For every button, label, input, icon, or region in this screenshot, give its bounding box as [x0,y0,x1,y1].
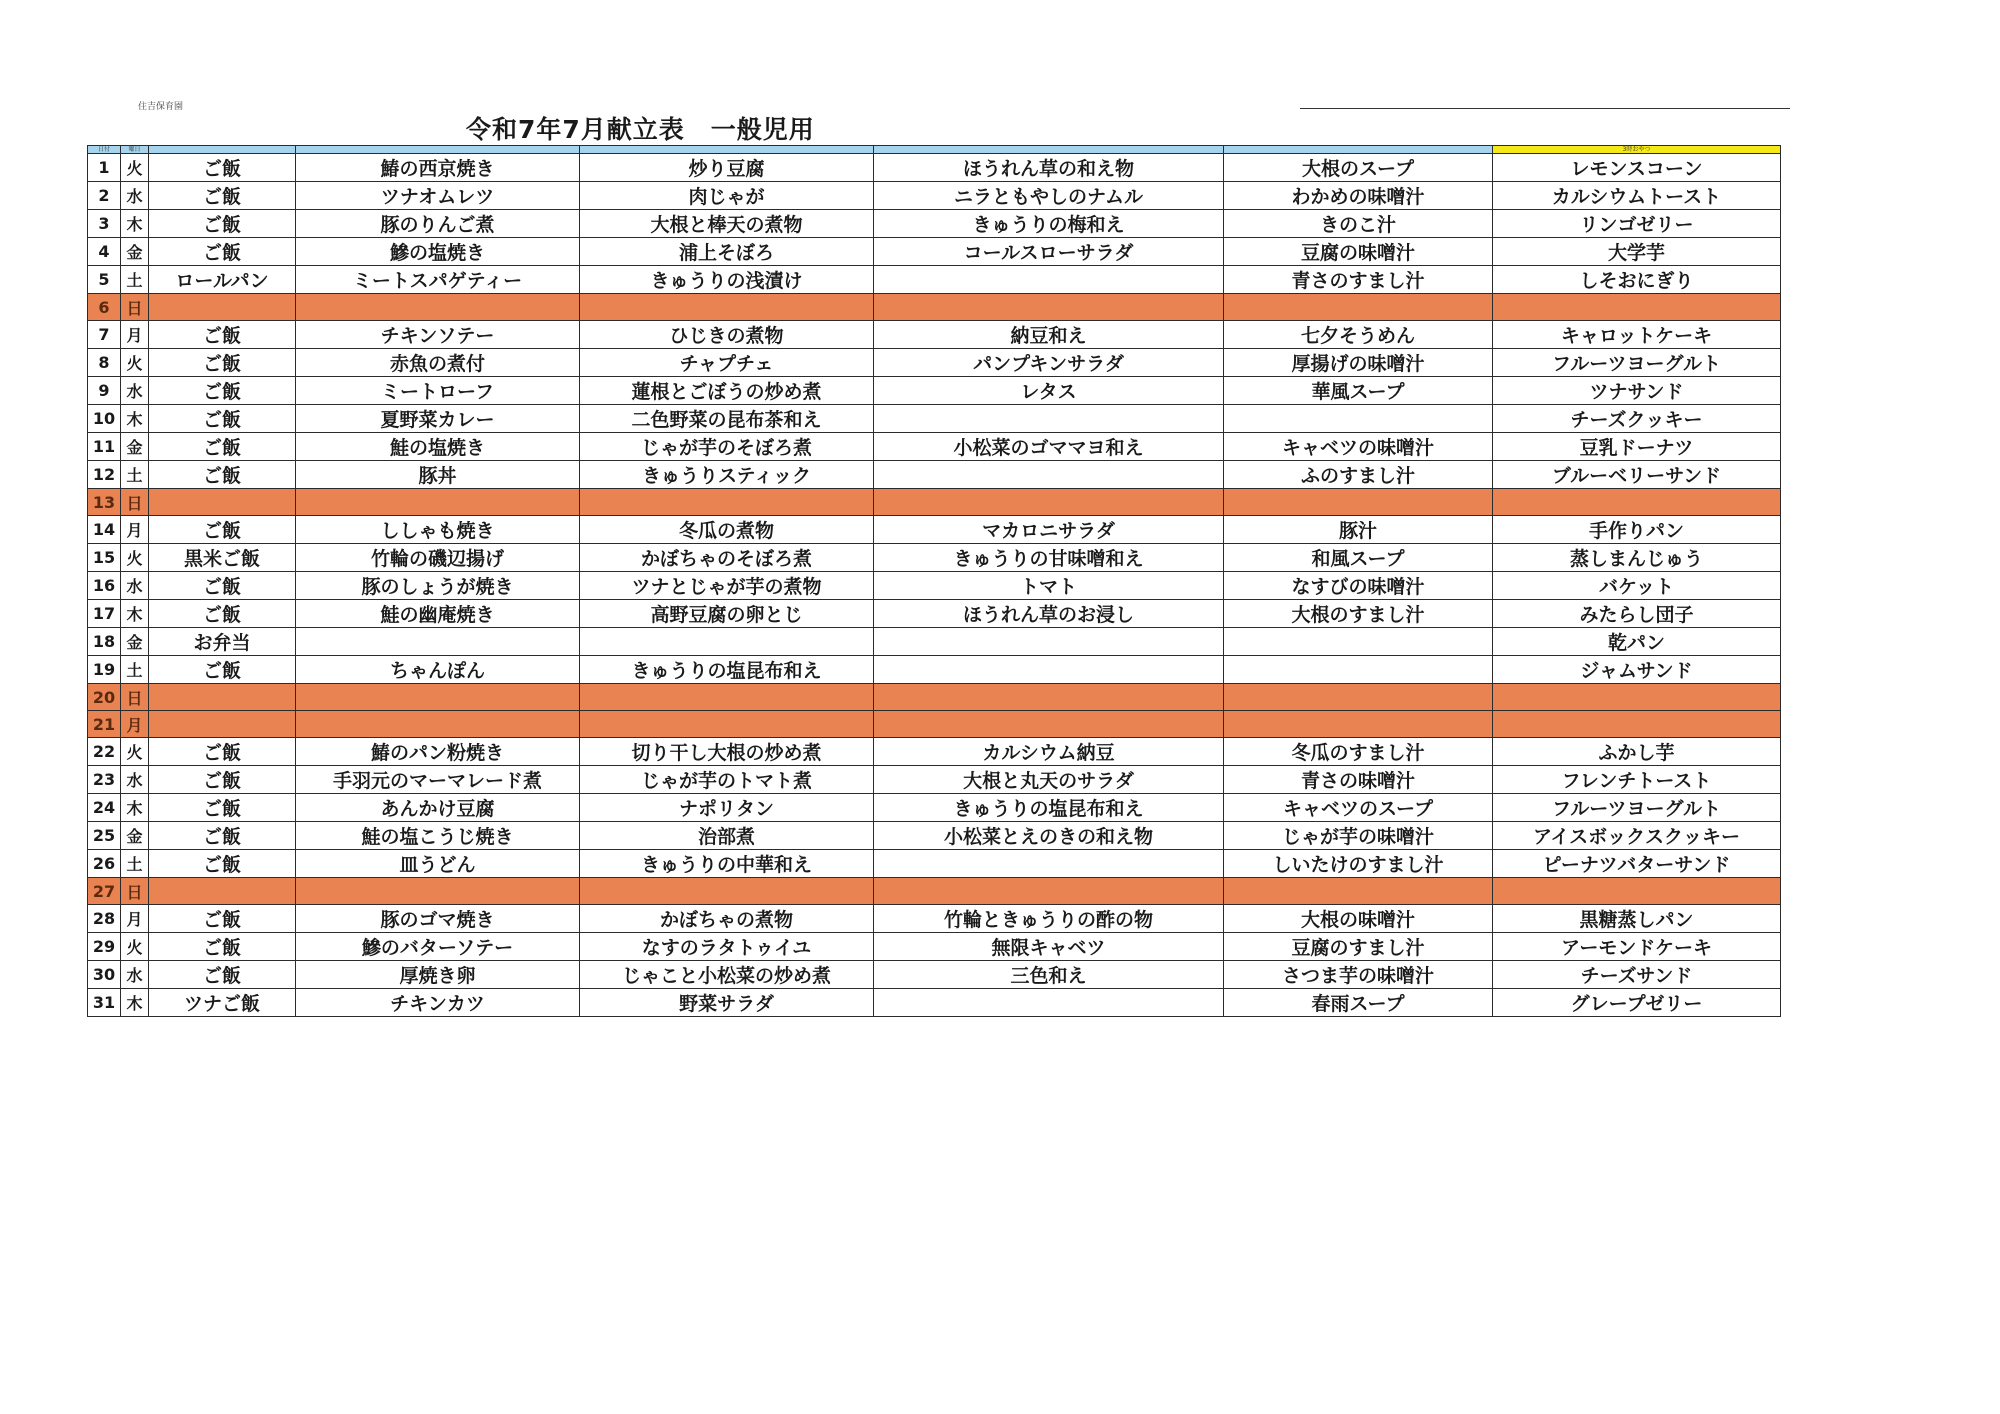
table-row [88,516,1781,544]
date-cell: 19 [88,656,121,684]
date-cell: 2 [88,182,121,210]
weekday-cell: 日 [121,489,149,516]
soup-cell [1224,405,1493,433]
soup-cell [1224,656,1493,684]
snack-cell [1493,711,1781,738]
table-row [88,766,1781,794]
side-dish-cell: 切り干し大根の炒め煮 [580,738,874,766]
salad-cell: 納豆和え [874,321,1224,349]
date-cell: 7 [88,321,121,349]
weekday-cell: 水 [121,572,149,600]
soup-cell [1224,628,1493,656]
table-row [88,656,1781,684]
table-row [88,238,1781,266]
main-dish-cell [296,711,580,738]
weekday-cell: 金 [121,433,149,461]
staple-cell: ご飯 [149,433,296,461]
soup-cell: 華風スープ [1224,377,1493,405]
weekday-cell: 土 [121,461,149,489]
date-cell: 22 [88,738,121,766]
staple-cell: ご飯 [149,961,296,989]
snack-cell: しそおにぎり [1493,266,1781,294]
date-cell: 11 [88,433,121,461]
side-dish-cell: チャプチェ [580,349,874,377]
date-cell: 21 [88,711,121,738]
table-row [88,266,1781,294]
weekday-cell: 水 [121,182,149,210]
date-cell: 18 [88,628,121,656]
weekday-cell: 日 [121,294,149,321]
salad-cell [874,850,1224,878]
side-dish-cell: 治部煮 [580,822,874,850]
snack-cell: チーズクッキー [1493,405,1781,433]
weekday-cell: 火 [121,933,149,961]
snack-cell: バケット [1493,572,1781,600]
soup-cell [1224,684,1493,711]
table-row [88,738,1781,766]
table-row [88,154,1781,182]
main-dish-cell: 鮭の塩焼き [296,433,580,461]
staple-cell: ご飯 [149,154,296,182]
side-dish-cell [580,489,874,516]
snack-cell: フルーツヨーグルト [1493,349,1781,377]
table-row [88,433,1781,461]
weekday-cell: 火 [121,544,149,572]
snack-cell: 乾パン [1493,628,1781,656]
staple-cell: ご飯 [149,600,296,628]
date-cell: 12 [88,461,121,489]
soup-cell: きのこ汁 [1224,210,1493,238]
weekday-cell: 金 [121,628,149,656]
salad-cell: ほうれん草のお浸し [874,600,1224,628]
staple-cell: ツナご飯 [149,989,296,1017]
table-row [88,210,1781,238]
soup-cell [1224,878,1493,905]
main-dish-cell [296,294,580,321]
snack-cell: キャロットケーキ [1493,321,1781,349]
date-cell: 16 [88,572,121,600]
snack-cell: チーズサンド [1493,961,1781,989]
table-row [88,489,1781,516]
signature-line [1300,108,1790,109]
date-cell: 14 [88,516,121,544]
date-cell: 5 [88,266,121,294]
weekday-cell: 木 [121,210,149,238]
org-name: 住吉保育園 [138,102,184,112]
date-cell: 28 [88,905,121,933]
staple-cell [149,878,296,905]
side-dish-cell: 大根と棒天の煮物 [580,210,874,238]
snack-cell: みたらし団子 [1493,600,1781,628]
salad-cell: コールスローサラダ [874,238,1224,266]
date-cell: 30 [88,961,121,989]
weekday-cell: 火 [121,738,149,766]
salad-cell: マカロニサラダ [874,516,1224,544]
side-dish-cell: ひじきの煮物 [580,321,874,349]
soup-cell [1224,489,1493,516]
date-cell: 20 [88,684,121,711]
table-row [88,600,1781,628]
weekday-cell: 水 [121,961,149,989]
date-cell: 17 [88,600,121,628]
date-cell: 9 [88,377,121,405]
soup-cell: 青さの味噌汁 [1224,766,1493,794]
table-row [88,822,1781,850]
snack-cell: 蒸しまんじゅう [1493,544,1781,572]
main-dish-cell: 夏野菜カレー [296,405,580,433]
main-dish-cell [296,684,580,711]
salad-cell: レタス [874,377,1224,405]
staple-cell: ご飯 [149,321,296,349]
weekday-cell: 金 [121,822,149,850]
salad-cell: 三色和え [874,961,1224,989]
snack-cell: リンゴゼリー [1493,210,1781,238]
snack-cell [1493,489,1781,516]
staple-header [149,146,296,154]
salad-cell: 小松菜とえのきの和え物 [874,822,1224,850]
salad-cell [874,989,1224,1017]
snack-cell: ツナサンド [1493,377,1781,405]
weekday-cell: 月 [121,905,149,933]
snack-cell: 手作りパン [1493,516,1781,544]
staple-cell: ロールパン [149,266,296,294]
table-row [88,294,1781,321]
soup-cell: キャベツのスープ [1224,794,1493,822]
soup-cell: 春雨スープ [1224,989,1493,1017]
salad-cell [874,294,1224,321]
snack-cell [1493,684,1781,711]
salad-cell: トマト [874,572,1224,600]
snack-cell: レモンスコーン [1493,154,1781,182]
side-dish-cell: 二色野菜の昆布茶和え [580,405,874,433]
main-dish-cell: 鮭の塩こうじ焼き [296,822,580,850]
soup-cell: 大根の味噌汁 [1224,905,1493,933]
side-dish-cell: 野菜サラダ [580,989,874,1017]
table-row [88,794,1781,822]
side-dish-cell: かぼちゃの煮物 [580,905,874,933]
snack-header: 3時おやつ [1493,146,1781,154]
main-header [296,146,580,154]
table-row [88,905,1781,933]
salad-cell: きゅうりの甘味噌和え [874,544,1224,572]
main-dish-cell: 手羽元のマーマレード煮 [296,766,580,794]
table-row [88,684,1781,711]
side-dish-cell: 肉じゃが [580,182,874,210]
staple-cell: ご飯 [149,377,296,405]
soup-header [1224,146,1493,154]
weekday-cell: 月 [121,711,149,738]
staple-cell: ご飯 [149,182,296,210]
staple-cell [149,489,296,516]
staple-cell: ご飯 [149,516,296,544]
side-dish-cell: きゅうりの中華和え [580,850,874,878]
main-dish-cell: 鰺のバターソテー [296,933,580,961]
date-cell: 8 [88,349,121,377]
date-cell: 10 [88,405,121,433]
staple-cell: お弁当 [149,628,296,656]
soup-cell: 大根のすまし汁 [1224,600,1493,628]
staple-cell: ご飯 [149,461,296,489]
side-dish-cell: きゅうりスティック [580,461,874,489]
table-row [88,850,1781,878]
main-dish-cell: ミートスパゲティー [296,266,580,294]
date-cell: 26 [88,850,121,878]
table-row [88,572,1781,600]
weekday-cell: 土 [121,850,149,878]
snack-cell: カルシウムトースト [1493,182,1781,210]
date-cell: 3 [88,210,121,238]
staple-cell: ご飯 [149,405,296,433]
weekday-cell: 木 [121,405,149,433]
salad-cell [874,461,1224,489]
soup-cell: 大根のスープ [1224,154,1493,182]
weekday-cell: 土 [121,266,149,294]
main-dish-cell: 豚のりんご煮 [296,210,580,238]
weekday-header: 曜日 [121,146,149,154]
main-dish-cell: 豚のしょうが焼き [296,572,580,600]
date-cell: 24 [88,794,121,822]
table-row [88,349,1781,377]
side-dish-cell [580,294,874,321]
main-dish-cell: ちゃんぽん [296,656,580,684]
staple-cell: ご飯 [149,656,296,684]
side-dish-cell: 蓮根とごぼうの炒め煮 [580,377,874,405]
soup-cell: 七夕そうめん [1224,321,1493,349]
snack-cell: グレープゼリー [1493,989,1781,1017]
main-dish-cell: 鰆の西京焼き [296,154,580,182]
staple-cell: ご飯 [149,238,296,266]
salad-cell: きゅうりの塩昆布和え [874,794,1224,822]
date-cell: 27 [88,878,121,905]
soup-cell: 豆腐の味噌汁 [1224,238,1493,266]
table-row [88,628,1781,656]
date-cell: 29 [88,933,121,961]
weekday-cell: 日 [121,878,149,905]
salad-cell: きゅうりの梅和え [874,210,1224,238]
weekday-cell: 木 [121,989,149,1017]
salad-cell: 小松菜のゴママヨ和え [874,433,1224,461]
side-dish-cell: きゅうりの塩昆布和え [580,656,874,684]
soup-cell: さつま芋の味噌汁 [1224,961,1493,989]
side1-header [580,146,874,154]
date-cell: 25 [88,822,121,850]
staple-cell: ご飯 [149,822,296,850]
weekday-cell: 木 [121,794,149,822]
table-row [88,405,1781,433]
snack-cell: ふかし芋 [1493,738,1781,766]
side-dish-cell: 高野豆腐の卵とじ [580,600,874,628]
soup-cell: 厚揚げの味噌汁 [1224,349,1493,377]
side-dish-cell: ナポリタン [580,794,874,822]
soup-cell: ふのすまし汁 [1224,461,1493,489]
table-row [88,711,1781,738]
staple-cell [149,711,296,738]
main-dish-cell: チキンソテー [296,321,580,349]
main-dish-cell: 竹輪の磯辺揚げ [296,544,580,572]
snack-cell: 豆乳ドーナツ [1493,433,1781,461]
main-dish-cell: 鰺の塩焼き [296,238,580,266]
soup-cell: わかめの味噌汁 [1224,182,1493,210]
weekday-cell: 水 [121,766,149,794]
snack-cell: フレンチトースト [1493,766,1781,794]
snack-cell: ピーナツバターサンド [1493,850,1781,878]
side-dish-cell [580,684,874,711]
soup-cell: キャベツの味噌汁 [1224,433,1493,461]
table-row [88,321,1781,349]
side-dish-cell: 炒り豆腐 [580,154,874,182]
side-dish-cell: かぼちゃのそぼろ煮 [580,544,874,572]
salad-cell [874,878,1224,905]
soup-cell: しいたけのすまし汁 [1224,850,1493,878]
salad-cell [874,405,1224,433]
staple-cell: ご飯 [149,349,296,377]
table-row [88,933,1781,961]
main-dish-cell [296,878,580,905]
date-cell: 13 [88,489,121,516]
weekday-cell: 月 [121,516,149,544]
staple-cell: ご飯 [149,210,296,238]
main-dish-cell: 皿うどん [296,850,580,878]
table-row [88,182,1781,210]
main-dish-cell [296,489,580,516]
weekday-cell: 火 [121,349,149,377]
main-dish-cell: 豚丼 [296,461,580,489]
salad-cell: カルシウム納豆 [874,738,1224,766]
staple-cell [149,684,296,711]
soup-cell [1224,711,1493,738]
snack-cell: ジャムサンド [1493,656,1781,684]
soup-cell: 冬瓜のすまし汁 [1224,738,1493,766]
salad-cell: ほうれん草の和え物 [874,154,1224,182]
date-cell: 1 [88,154,121,182]
salad-cell [874,684,1224,711]
side-dish-cell [580,628,874,656]
soup-cell [1224,294,1493,321]
salad-cell: 無限キャベツ [874,933,1224,961]
date-cell: 31 [88,989,121,1017]
staple-cell: ご飯 [149,850,296,878]
salad-cell [874,711,1224,738]
main-dish-cell: あんかけ豆腐 [296,794,580,822]
snack-cell: フルーツヨーグルト [1493,794,1781,822]
soup-cell: じゃが芋の味噌汁 [1224,822,1493,850]
salad-cell [874,628,1224,656]
side-dish-cell: きゅうりの浅漬け [580,266,874,294]
page-title: 令和7年7月献立表 一般児用 [466,115,815,144]
salad-cell: 竹輪ときゅうりの酢の物 [874,905,1224,933]
side-dish-cell [580,878,874,905]
date-cell: 23 [88,766,121,794]
snack-cell [1493,878,1781,905]
main-dish-cell: 鰆のパン粉焼き [296,738,580,766]
salad-cell [874,266,1224,294]
staple-cell: ご飯 [149,572,296,600]
header-row [88,146,1781,154]
salad-cell: ニラともやしのナムル [874,182,1224,210]
soup-cell: 豆腐のすまし汁 [1224,933,1493,961]
soup-cell: 青さのすまし汁 [1224,266,1493,294]
main-dish-cell: 赤魚の煮付 [296,349,580,377]
table-row [88,989,1781,1017]
salad-cell: パンプキンサラダ [874,349,1224,377]
table-row [88,544,1781,572]
soup-cell: 豚汁 [1224,516,1493,544]
side-dish-cell: 冬瓜の煮物 [580,516,874,544]
table-row [88,961,1781,989]
staple-cell: ご飯 [149,738,296,766]
side-dish-cell [580,711,874,738]
weekday-cell: 木 [121,600,149,628]
salad-cell [874,489,1224,516]
side-dish-cell: なすのラタトゥイユ [580,933,874,961]
date-header: 日付 [88,146,121,154]
date-cell: 15 [88,544,121,572]
side-dish-cell: じゃが芋のそぼろ煮 [580,433,874,461]
weekday-cell: 日 [121,684,149,711]
side-dish-cell: じゃが芋のトマト煮 [580,766,874,794]
staple-cell: ご飯 [149,766,296,794]
main-dish-cell: 鮭の幽庵焼き [296,600,580,628]
snack-cell: 黒糖蒸しパン [1493,905,1781,933]
main-dish-cell: ししゃも焼き [296,516,580,544]
weekday-cell: 金 [121,238,149,266]
menu-table [87,145,1781,1017]
weekday-cell: 土 [121,656,149,684]
table-row [88,461,1781,489]
soup-cell: 和風スープ [1224,544,1493,572]
soup-cell: なすびの味噌汁 [1224,572,1493,600]
date-cell: 4 [88,238,121,266]
snack-cell: アイスボックスクッキー [1493,822,1781,850]
table-row [88,878,1781,905]
staple-cell: ご飯 [149,933,296,961]
side2-header [874,146,1224,154]
side-dish-cell: ツナとじゃが芋の煮物 [580,572,874,600]
snack-cell: 大学芋 [1493,238,1781,266]
date-cell: 6 [88,294,121,321]
main-dish-cell: ミートローフ [296,377,580,405]
staple-cell: 黒米ご飯 [149,544,296,572]
staple-cell: ご飯 [149,794,296,822]
table-row [88,377,1781,405]
weekday-cell: 火 [121,154,149,182]
salad-cell: 大根と丸天のサラダ [874,766,1224,794]
weekday-cell: 水 [121,377,149,405]
main-dish-cell: 豚のゴマ焼き [296,905,580,933]
weekday-cell: 月 [121,321,149,349]
side-dish-cell: じゃこと小松菜の炒め煮 [580,961,874,989]
staple-cell [149,294,296,321]
main-dish-cell [296,628,580,656]
salad-cell [874,656,1224,684]
main-dish-cell: ツナオムレツ [296,182,580,210]
main-dish-cell: チキンカツ [296,989,580,1017]
main-dish-cell: 厚焼き卵 [296,961,580,989]
snack-cell: ブルーベリーサンド [1493,461,1781,489]
staple-cell: ご飯 [149,905,296,933]
snack-cell: アーモンドケーキ [1493,933,1781,961]
snack-cell [1493,294,1781,321]
side-dish-cell: 浦上そぼろ [580,238,874,266]
